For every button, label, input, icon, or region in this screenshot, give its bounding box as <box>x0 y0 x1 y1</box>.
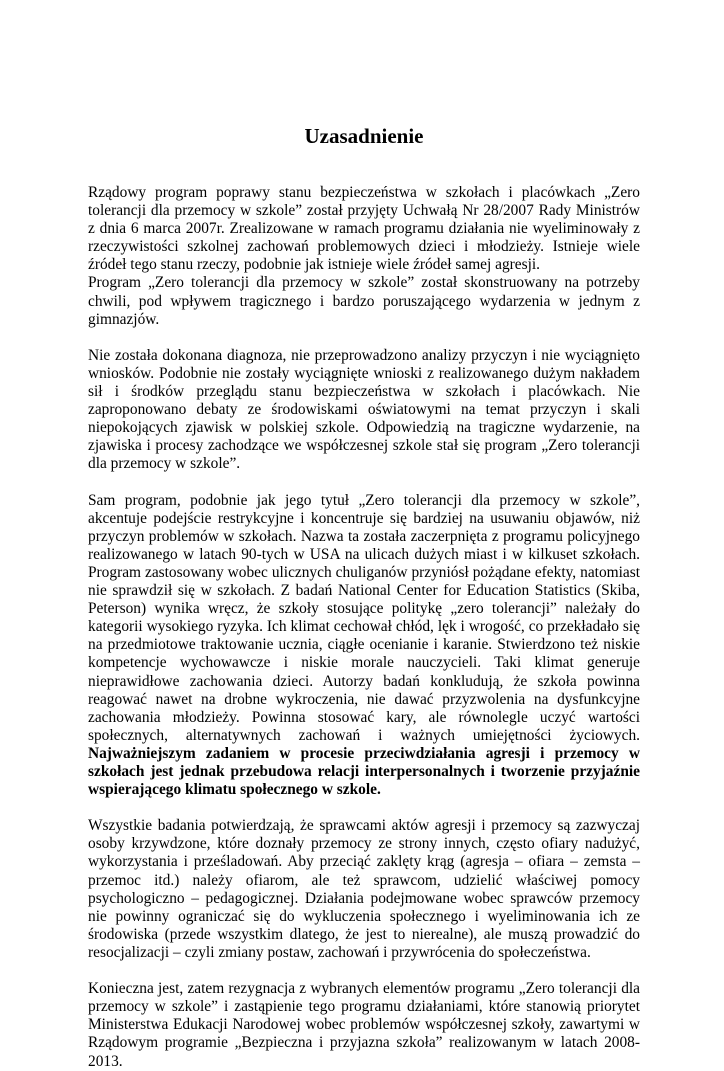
paragraph-3: Nie została dokonana diagnoza, nie przeprowadzono analizy przyczyn i nie wyciągnięto wniosków. Podobnie nie zostały wyciągnięte wnioski z realizowanego dużym nakładem sił i środków przeglądu stanu bezpieczeństwa w szkołach i placówkach. Nie zaproponowano debaty ze środowiskami oświatowymi na temat przyczyn i skali niepokojących zjawisk w polskiej szkole. Odpowiedzią na tragiczne wydarzenie, na zjawiska i procesy zachodzące we współczesnej szkole stał się program „Zero tolerancji dla przemocy w szkole”. <box>88 346 640 473</box>
paragraph-5: Wszystkie badania potwierdzają, że sprawcami aktów agresji i przemocy są zazwyczaj osoby krzywdzone, które doznały przemocy ze strony innych, często ofiary nadużyć, wykorzystania i prześladowań. Aby przeciąć zaklęty krąg (agresja – ofiara – zemsta – przemoc itd.) należy ofiarom, ale też sprawcom, udzielić właściwej pomocy psychologiczno – pedagogicznej. Działania podejmowane wobec sprawców przemocy nie powinny ograniczać się do wykluczenia społecznego i wyeliminowania ich ze środowiska (przede wszystkim dlatego, że jest to nierealne), ale muszą prowadzić do resocjalizacji – czyli zmiany postaw, zachowań i przywrócenia do społeczeństwa. <box>88 817 640 961</box>
paragraph-4-text: Sam program, podobnie jak jego tytuł „Zero tolerancji dla przemocy w szkole”, akcentuje podejście restrykcyjne i koncentruje się bardziej na usuwaniu objawów, niż przyczyn problemów w szkołach. Nazwa ta została zaczerpnięta z programu policyjnego realizowanego w latach 90-tych w USA na ulicach dużych miast i w kilkuset szkołach. Program zastosowany wobec ulicznych chuliganów przyniósł pożądane efekty, natomiast nie sprawdził się w szkołach. Z badań National Center for Education Statistics (Skiba, Peterson) wynika wręcz, że szkoły stosujące politykę „zero tolerancji” należały do kategorii wysokiego ryzyka. Ich klimat cechował chłód, lęk i wrogość, co przekładało się na przedmiotowe traktowanie ucznia, ciągłe ocenianie i karanie. Stwierdzono też niskie kompetencje wychowawcze i niskie morale nauczycieli. Taki klimat generuje nieprawidłowe zachowania dzieci. Autorzy badań konkludują, że szkoła powinna reagować nawet na drobne wykroczenia, nie dawać przyzwolenia na dysfunkcyjne zachowania młodzieży. Powinna stosować kary, ale równolegle uczyć wartości społecznych, alternatywnych zachowań i ważnych umiejętności życiowych. <box>88 491 640 744</box>
paragraph-4-emphasis: Najważniejszym zadaniem w procesie przeciwdziałania agresji i przemocy w szkołach jest jednak przebudowa relacji interpersonalnych i tworzenie przyjaźnie wspierającego klimatu społecznego w szkole. <box>88 744 640 799</box>
document-page <box>88 124 640 1071</box>
paragraph-4 <box>88 492 640 800</box>
paragraph-1: Rządowy program poprawy stanu bezpieczeństwa w szkołach i placówkach „Zero tolerancji dla przemocy w szkole” został przyjęty Uchwałą Nr 28/2007 Rady Ministrów z dnia 6 marca 2007r. Zrealizowane w ramach programu działania nie wyeliminowały z rzeczywistości szkolnej zachowań problemowych dzieci i młodzieży. Istnieje wiele źródeł tego stanu rzeczy, podobnie jak istnieje wiele źródeł samej agresji. <box>88 184 640 274</box>
document-title: Uzasadnienie <box>304 124 424 148</box>
paragraph-2: Program „Zero tolerancji dla przemocy w szkole” został skonstruowany na potrzeby chwili, pod wpływem tragicznego i bardzo poruszającego wydarzenia w jednym z gimnazjów. <box>88 274 640 328</box>
paragraph-6: Konieczna jest, zatem rezygnacja z wybranych elementów programu „Zero tolerancji dla przemocy w szkole” i zastąpienie tego programu działaniami, które stanowią priorytet Ministerstwa Edukacji Narodowej wobec problemów współczesnej szkoły, zawartymi w Rządowym programie „Bezpieczna i przyjazna szkoła” realizowanym w latach 2008-2013. <box>88 980 640 1070</box>
